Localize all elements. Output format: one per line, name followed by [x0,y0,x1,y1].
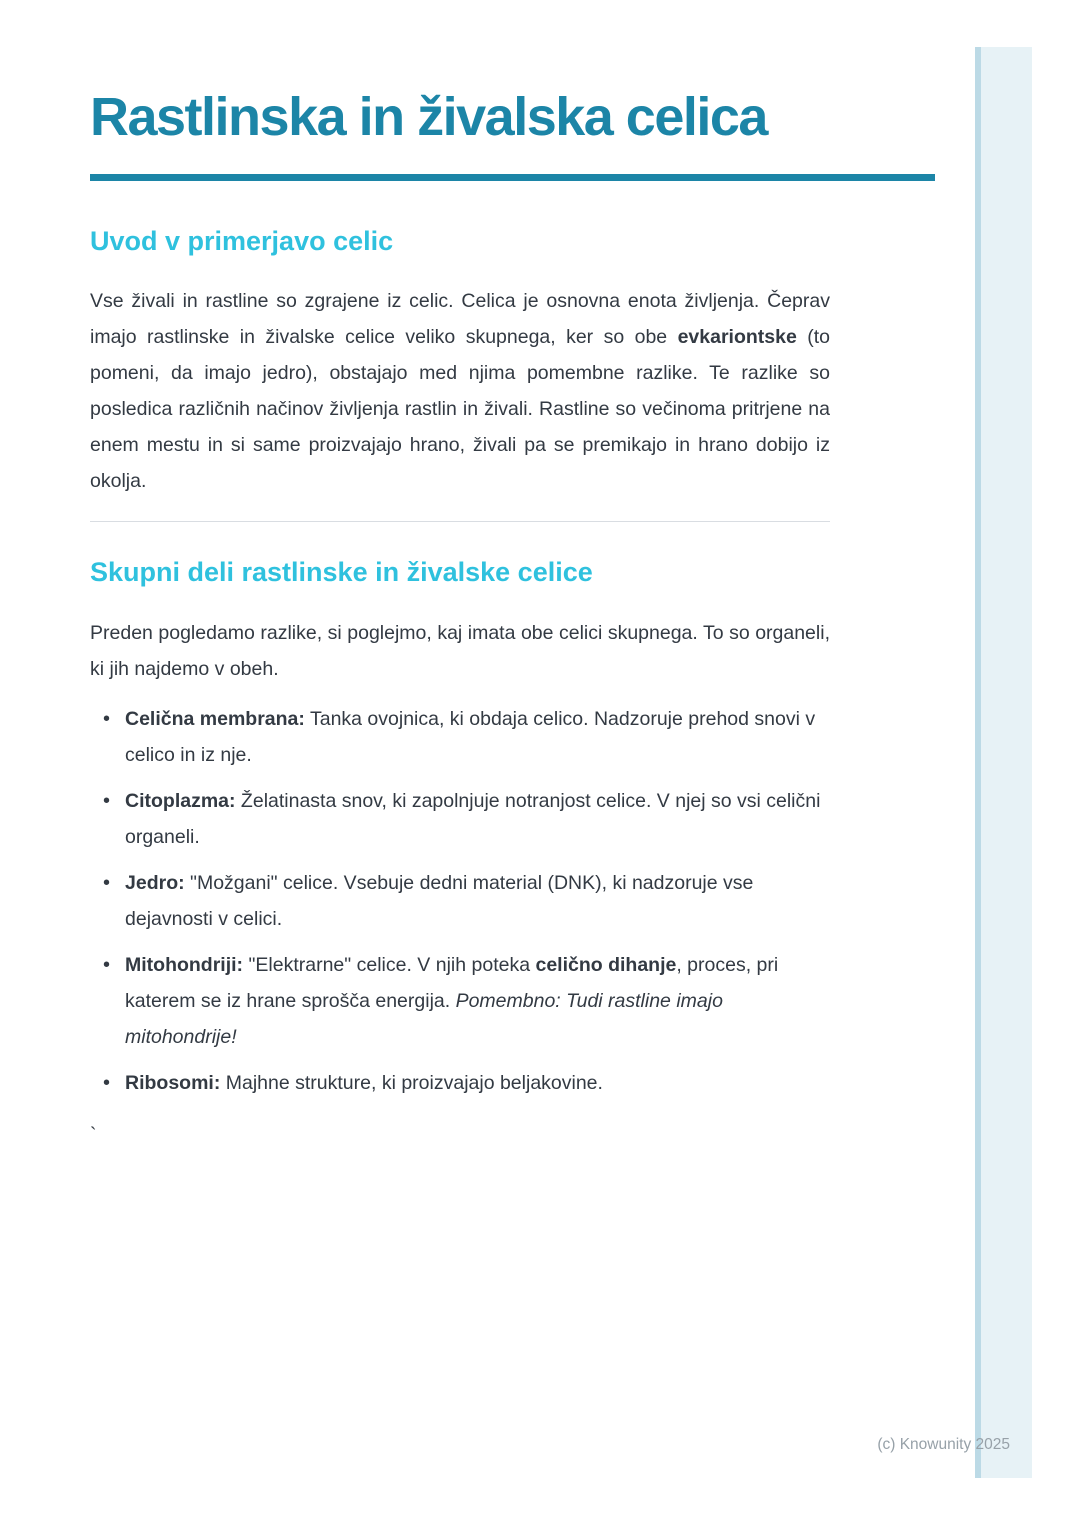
document-page [90,0,830,1153]
stray-backtick-character: ` [90,1123,97,1146]
section-divider [90,521,830,522]
copyright-footer: (c) Knowunity 2025 [877,1436,1010,1453]
section-heading-skupni-deli: Skupni deli rastlinske in živalske celice [90,557,593,588]
skupni-intro-paragraph: Preden pogledamo razlike, si poglejmo, kaj imata obe celici skupnega. To so organeli, ki jih najdemo v obeh. [90,621,830,680]
decorative-side-stripe [975,47,1032,1478]
title-underline-rule [90,174,935,181]
list-item-ribosomi: • Ribosomi: Majhne strukture, ki proizvajajo beljakovine. [90,1065,830,1101]
intro-paragraph: Vse živali in rastline so zgrajene iz celic. Celica je osnovna enota življenja. Čeprav imajo rastlinske in živalske celice veliko skupnega, ker so obe evkariontske (to pomeni, da imajo jedro), obstajajo med njima pomembne razlike. Te razlike so posledica različnih načinov življenja rastlin in živali. Rastline so večinoma pritrjene na enem mestu in si same proizvajajo hrano, živali pa se premikajo in hrano dobijo iz okolja. [90,290,830,493]
list-item-mitohondriji: • Mitohondriji: "Elektrarne" celice. V njih poteka celično dihanje, proces, pri katerem se iz hrane sprošča energija. Pomembno: Tudi rastline imajo mitohondrije! [90,947,830,1055]
organelle-list [90,701,830,1101]
section-skupni-deli [90,556,830,1152]
page-title: Rastlinska in živalska celica [90,87,767,147]
section-uvod-v-primerjavo [90,225,830,499]
section-heading-uvod: Uvod v primerjavo celic [90,225,394,256]
list-item-citoplazma: • Citoplazma: Želatinasta snov, ki zapolnjuje notranjost celice. V njej so vsi celični organeli. [90,783,830,855]
list-item-jedro: • Jedro: "Možgani" celice. Vsebuje dedni material (DNK), ki nadzoruje vse dejavnosti v celici. [90,865,830,937]
list-item-celicna-membrana: • Celična membrana: Tanka ovojnica, ki obdaja celico. Nadzoruje prehod snovi v celico in iz nje. [90,701,830,773]
